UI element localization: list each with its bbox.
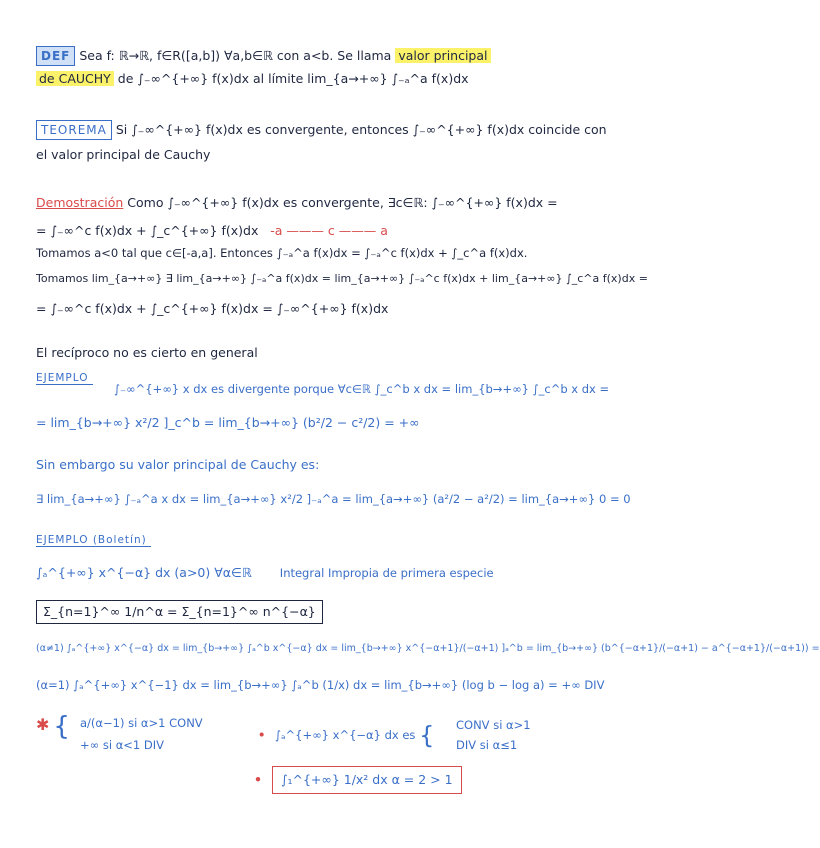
final-line [254,766,600,794]
cauchy-line-2 [36,490,631,508]
cauchy-line-1 [36,456,600,474]
definition-text-2: de ∫₋∞^{+∞} f(x)dx al límite lim_{a→+∞} ∫₋ₐ^a f(x)dx [117,71,469,86]
theorem-line-2 [36,146,600,164]
definition-highlight-1: valor principal [395,48,490,63]
result-line-2 [456,736,600,754]
example1-text-1: ∫₋∞^{+∞} x dx es divergente porque ∀c∈ℝ ∫_c^b x dx = lim_{b→+∞} ∫_c^b x dx = [114,382,610,396]
proof-text-2: = ∫₋∞^c f(x)dx + ∫_c^{+∞} f(x)dx [36,223,259,238]
result-left-text: ∫ₐ^{+∞} x^{−α} dx es [275,728,416,742]
theorem-line-1 [36,120,607,140]
definition-text-1: Sea f: ℝ→ℝ, f∈R([a,b]) ∀a,b∈ℝ con a<b. Se llama [79,48,392,63]
proof-text-3: Tomamos a<0 tal que c∈[-a,a]. Entonces ∫₋ₐ^a f(x)dx = ∫₋ₐ^c f(x)dx + ∫_c^a f(x)dx. [36,246,528,260]
proof-line-2 [36,222,600,240]
definition-line-2 [36,70,600,88]
example2-line-1 [36,564,600,582]
definition-highlight-2: de CAUCHY [36,71,114,86]
bullet-icon: • [258,728,266,742]
example2-note: Integral Impropia de primera especie [279,566,494,580]
proof-tag: Demostración [36,195,124,210]
cauchy-text-1: Sin embargo su valor principal de Cauchy es: [36,457,320,472]
result-line-1 [456,716,600,734]
proof-line-4 [36,270,648,288]
proof-line-5 [36,300,600,318]
example2-tag-line [36,530,600,549]
proof-text-1: Como ∫₋∞^{+∞} f(x)dx es convergente, ∃c∈ℝ: ∫₋∞^{+∞} f(x)dx = [127,195,558,210]
result-text-1: CONV si α>1 [456,718,531,732]
theorem-text-2: el valor principal de Cauchy [36,147,211,162]
reciprocal-line [36,344,600,362]
star-icon: ✱ [36,715,50,734]
final-box: ∫₁^{+∞} 1/x² dx α = 2 > 1 [272,766,462,794]
proof-text-4: Tomamos lim_{a→+∞} ∃ lim_{a→+∞} ∫₋ₐ^a f(x)dx = lim_{a→+∞} ∫₋ₐ^c f(x)dx + lim_{a→+∞} ∫_c^a f(x)dx = [36,272,648,285]
example2-text-1: ∫ₐ^{+∞} x^{−α} dx (a>0) ∀α∈ℝ [36,565,252,580]
case1-text: (α≠1) ∫ₐ^{+∞} x^{−α} dx = lim_{b→+∞} ∫ₐ^b x^{−α} dx = lim_{b→+∞} x^{−α+1}/(−α+1) ]ₐ^b = lim_{b→+∞} (b^{−α+1}/(−α+1) − a^{−α+1}/(−α+1)) = [36,643,820,654]
example1-line-1 [36,380,610,398]
case2-text: (α=1) ∫ₐ^{+∞} x^{−1} dx = lim_{b→+∞} ∫ₐ^b (1/x) dx = lim_{b→+∞} (log b − log a) = +∞ DIV [36,678,605,692]
example1-line-2 [36,414,600,432]
left-brace-icon: { [53,711,70,742]
case1-line [36,640,820,658]
right-brace-icon: { [419,721,435,750]
theorem-tag: TEOREMA [36,120,112,140]
proof-line-3 [36,244,600,262]
example1-text-2: = lim_{b→+∞} x²/2 ]_c^b = lim_{b→+∞} (b²/2 − c²/2) = +∞ [36,415,420,430]
brace-text-1: a/(α−1) si α>1 CONV [80,716,203,730]
cauchy-text-2: ∃ lim_{a→+∞} ∫₋ₐ^a x dx = lim_{a→+∞} x²/2 ]₋ₐ^a = lim_{a→+∞} (a²/2 − a²/2) = lim_{a→+∞} 0 = 0 [36,492,631,506]
number-line: -a ——— c ——— a [270,223,388,238]
bullet-icon-2: • [254,772,262,787]
proof-line-1 [36,194,600,212]
proof-text-5: = ∫₋∞^c f(x)dx + ∫_c^{+∞} f(x)dx = ∫₋∞^{+∞} f(x)dx [36,301,389,316]
reciprocal-text: El recíproco no es cierto en general [36,345,258,360]
series-box: Σ_{n=1}^∞ 1/n^α = Σ_{n=1}^∞ n^{−α} [36,600,323,624]
example2-tag: EJEMPLO (Boletín) [36,534,151,547]
brace-text-2: +∞ si α<1 DIV [80,738,165,752]
result-text-2: DIV si α≤1 [456,738,518,752]
case2-line [36,676,605,694]
example1-tag: EJEMPLO [36,372,93,385]
definition-line-1 [36,46,600,66]
def-tag: DEF [36,46,75,66]
theorem-text-1: Si ∫₋∞^{+∞} f(x)dx es convergente, entonces ∫₋∞^{+∞} f(x)dx coincide con [115,122,607,137]
series-line [36,600,600,624]
